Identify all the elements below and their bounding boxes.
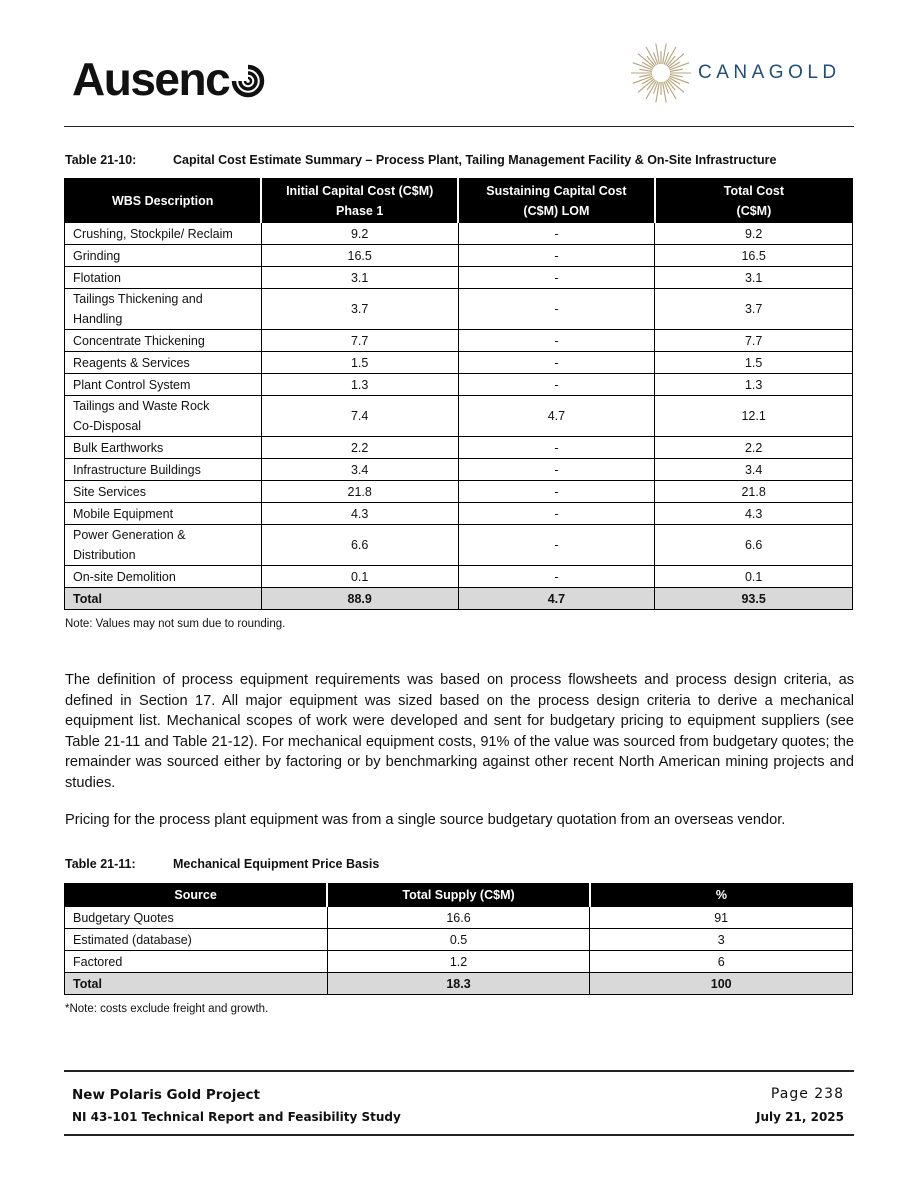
footer-report: NI 43-101 Technical Report and Feasibility Study (72, 1110, 401, 1124)
cell-sustaining: - (458, 481, 655, 503)
table-row (65, 481, 853, 503)
ausenco-logo-text: Ausenc (72, 53, 230, 105)
table-row (65, 929, 853, 951)
cell-percent: 91 (590, 907, 853, 929)
footer-page: Page 238 (770, 1086, 844, 1102)
ausenco-logo (72, 53, 265, 105)
body-paragraph-2: Pricing for the process plant equipment was from a single source budgetary quotation from an overseas vendor. (65, 812, 786, 828)
col-header-initial: Initial Capital Cost (C$M) Phase 1 (261, 179, 458, 223)
cell-description: Grinding (65, 245, 262, 267)
cell-percent: 100 (590, 973, 853, 995)
cell-source: Budgetary Quotes (65, 907, 328, 929)
cell-sustaining: - (458, 267, 655, 289)
cell-initial: 1.3 (261, 374, 458, 396)
col-header-percent: % (590, 884, 853, 907)
cell-initial: 1.5 (261, 352, 458, 374)
table1-number: Table 21-10: (65, 153, 137, 167)
table-row (65, 267, 853, 289)
table-row (65, 396, 853, 437)
price-basis-table (64, 883, 853, 995)
cell-sustaining: - (458, 566, 655, 588)
cell-sustaining: - (458, 503, 655, 525)
cell-supply: 1.2 (327, 951, 590, 973)
table-row (65, 503, 853, 525)
table2-number: Table 21-11: (65, 857, 136, 871)
cell-total: 93.5 (655, 588, 853, 610)
footer-bottom-divider (64, 1134, 854, 1136)
table1-caption (65, 153, 776, 167)
cell-total: 12.1 (655, 396, 853, 437)
cell-total: 9.2 (655, 223, 853, 245)
cell-initial: 4.3 (261, 503, 458, 525)
cell-description: Flotation (65, 267, 262, 289)
table-row (65, 374, 853, 396)
table-row (65, 525, 853, 566)
cell-percent: 3 (590, 929, 853, 951)
cell-sustaining: - (458, 289, 655, 330)
cell-source: Total (65, 973, 328, 995)
cell-total: 16.5 (655, 245, 853, 267)
cell-initial: 21.8 (261, 481, 458, 503)
cell-total: 2.2 (655, 437, 853, 459)
col-header-supply: Total Supply (C$M) (327, 884, 590, 907)
table-row (65, 459, 853, 481)
cell-percent: 6 (590, 951, 853, 973)
cell-description: Power Generation & Distribution (65, 525, 262, 566)
footer-date: July 21, 2025 (756, 1110, 844, 1124)
capital-cost-table (64, 178, 853, 610)
table1-title: Capital Cost Estimate Summary – Process Plant, Tailing Management Facility & On-Site Infrastructure (173, 153, 777, 167)
cell-total: 0.1 (655, 566, 853, 588)
col-header-source: Source (65, 884, 328, 907)
cell-initial: 7.7 (261, 330, 458, 352)
cell-sustaining: - (458, 245, 655, 267)
cell-sustaining: - (458, 459, 655, 481)
col-header-wbs: WBS Description (65, 179, 262, 223)
cell-total: 21.8 (655, 481, 853, 503)
cell-source: Estimated (database) (65, 929, 328, 951)
table-row (65, 223, 853, 245)
table2-title: Mechanical Equipment Price Basis (173, 857, 380, 871)
cell-sustaining: - (458, 223, 655, 245)
cell-description: Total (65, 588, 262, 610)
cell-description: Reagents & Services (65, 352, 262, 374)
header-divider (64, 126, 854, 127)
cell-sustaining: - (458, 330, 655, 352)
total-row (65, 973, 853, 995)
cell-description: Mobile Equipment (65, 503, 262, 525)
table-row (65, 566, 853, 588)
table-row (65, 289, 853, 330)
cell-total: 3.4 (655, 459, 853, 481)
cell-initial: 7.4 (261, 396, 458, 437)
ausenco-swirl-icon (231, 64, 265, 98)
cell-initial: 3.7 (261, 289, 458, 330)
cell-total: 1.3 (655, 374, 853, 396)
cell-sustaining: - (458, 352, 655, 374)
cell-sustaining: - (458, 525, 655, 566)
cell-initial: 88.9 (261, 588, 458, 610)
cell-initial: 3.1 (261, 267, 458, 289)
table-row (65, 245, 853, 267)
table-row (65, 437, 853, 459)
table-row (65, 352, 853, 374)
cell-sustaining: - (458, 374, 655, 396)
cell-initial: 2.2 (261, 437, 458, 459)
cell-source: Factored (65, 951, 328, 973)
cell-total: 4.3 (655, 503, 853, 525)
cell-total: 7.7 (655, 330, 853, 352)
cell-initial: 0.1 (261, 566, 458, 588)
cell-description: Infrastructure Buildings (65, 459, 262, 481)
cell-sustaining: 4.7 (458, 396, 655, 437)
col-header-total: Total Cost (C$M) (655, 179, 853, 223)
cell-description: On-site Demolition (65, 566, 262, 588)
table2-note: *Note: costs exclude freight and growth. (65, 1003, 269, 1015)
table-row (65, 951, 853, 973)
cell-description: Bulk Earthworks (65, 437, 262, 459)
total-row (65, 588, 853, 610)
table2-caption (65, 857, 379, 871)
cell-sustaining: - (458, 437, 655, 459)
cell-supply: 18.3 (327, 973, 590, 995)
cell-total: 3.7 (655, 289, 853, 330)
table-row (65, 330, 853, 352)
cell-description: Concentrate Thickening (65, 330, 262, 352)
cell-description: Plant Control System (65, 374, 262, 396)
cell-supply: 0.5 (327, 929, 590, 951)
sunburst-icon (630, 40, 692, 106)
col-header-sustaining: Sustaining Capital Cost (C$M) LOM (458, 179, 655, 223)
footer-top-divider (64, 1070, 854, 1072)
cell-initial: 16.5 (261, 245, 458, 267)
canagold-logo (630, 40, 841, 106)
cell-description: Site Services (65, 481, 262, 503)
cell-initial: 3.4 (261, 459, 458, 481)
cell-initial: 9.2 (261, 223, 458, 245)
cell-description: Crushing, Stockpile/ Reclaim (65, 223, 262, 245)
cell-initial: 6.6 (261, 525, 458, 566)
footer-project: New Polaris Gold Project (72, 1087, 260, 1103)
cell-total: 1.5 (655, 352, 853, 374)
cell-description: Tailings and Waste Rock Co-Disposal (65, 396, 262, 437)
body-paragraph-1: The definition of process equipment requirements was based on process flowsheets and process design criteria, as defined in Section 17. All major equipment was sized based on the process design criteria to derive a mechanical equipment list. Mechanical scopes of work were developed and sent for budgetary pricing to equipment suppliers (see Table 21-11 and Table 21-12). For mechanical equipment costs, 91% of the value was sourced from budgetary quotes; the remainder was sourced either by factoring or by benchmarking against other recent North American mining projects and studies. (65, 672, 854, 791)
cell-supply: 16.6 (327, 907, 590, 929)
table1-note: Note: Values may not sum due to rounding. (65, 618, 286, 630)
cell-total: 3.1 (655, 267, 853, 289)
canagold-wordmark: CANAGOLD (698, 62, 841, 83)
cell-description: Tailings Thickening and Handling (65, 289, 262, 330)
cell-total: 6.6 (655, 525, 853, 566)
table-row (65, 907, 853, 929)
cell-sustaining: 4.7 (458, 588, 655, 610)
